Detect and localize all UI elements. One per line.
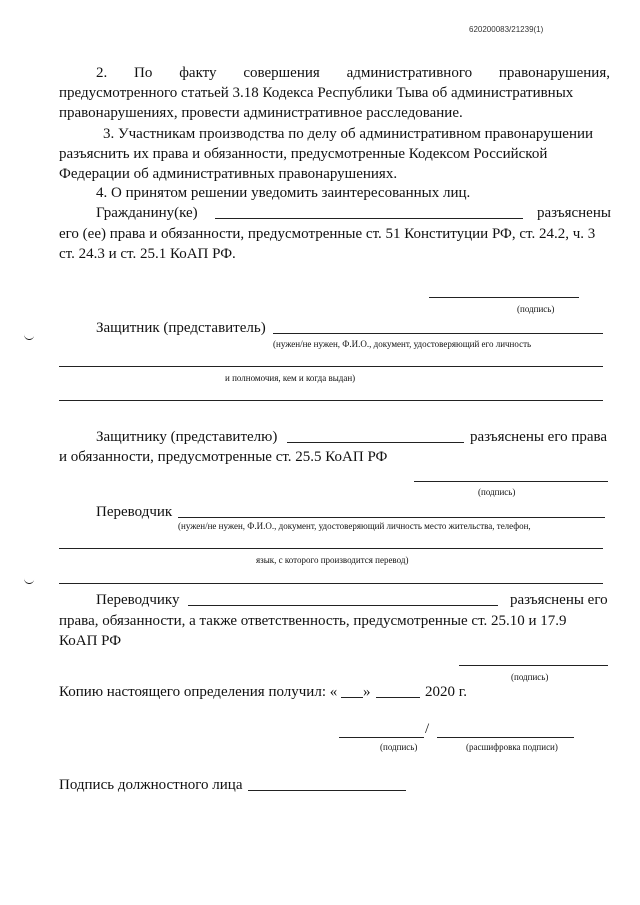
defender-rights-line-2: и обязанности, предусмотренные ст. 25.5 КоАП РФ bbox=[59, 449, 388, 465]
citizen-label: Гражданину(ке) bbox=[96, 205, 198, 221]
translator-signature-caption: (подпись) bbox=[511, 672, 549, 682]
defender-label: Защитник (представитель) bbox=[96, 320, 266, 336]
receiver-signature-line[interactable] bbox=[339, 737, 424, 738]
copy-month-line[interactable] bbox=[376, 697, 420, 698]
translator-rights-line[interactable] bbox=[188, 605, 498, 606]
receiver-decoding-caption: (расшифровка подписи) bbox=[466, 742, 558, 752]
translator-rights-line-2: права, обязанности, а также ответственность, предусмотренные ст. 25.10 и 17.9 bbox=[59, 613, 567, 629]
translator-signature-line[interactable] bbox=[459, 665, 608, 666]
word: административного bbox=[346, 65, 473, 81]
paragraph-3-line-1: 3. Участникам производства по делу об административном правонарушении bbox=[103, 126, 594, 142]
translator-line[interactable] bbox=[178, 517, 605, 518]
translator-rights-label: Переводчику bbox=[96, 592, 180, 608]
citizen-signature-caption: (подпись) bbox=[517, 304, 555, 314]
word: правонарушения, bbox=[498, 65, 610, 81]
translator-hint-2: язык, с которого производится перевод) bbox=[256, 555, 409, 565]
word: 2. bbox=[96, 65, 108, 81]
receiver-signature-caption: (подпись) bbox=[380, 742, 418, 752]
copy-year: 2020 г. bbox=[425, 684, 467, 700]
defender-line-2[interactable] bbox=[59, 366, 603, 367]
translator-hint-1: (нужен/не нужен, Ф.И.О., документ, удостоверяющий личность место жительства, телефон, bbox=[178, 521, 531, 531]
citizen-line-3: ст. 24.3 и ст. 25.1 КоАП РФ. bbox=[59, 246, 236, 262]
translator-line-2[interactable] bbox=[59, 548, 603, 549]
paragraph-3-line-3: Федерации об административных правонарушениях. bbox=[59, 166, 398, 182]
defender-signature-caption: (подпись) bbox=[478, 487, 516, 497]
translator-rights-tail: разъяснены его bbox=[510, 592, 608, 608]
official-signature-line[interactable] bbox=[248, 790, 406, 791]
copy-received-prefix: Копию настоящего определения получил: « bbox=[59, 684, 338, 700]
margin-mark bbox=[24, 332, 35, 340]
translator-rights-line-3: КоАП РФ bbox=[59, 633, 122, 649]
receiver-decoding-line[interactable] bbox=[437, 737, 574, 738]
paragraph-2-line-1 bbox=[96, 64, 610, 83]
official-signature-label: Подпись должностного лица bbox=[59, 777, 243, 793]
paragraph-2-line-2: предусмотренного статьей 3.18 Кодекса Республики Тыва об административных bbox=[59, 85, 574, 101]
defender-line[interactable] bbox=[273, 333, 603, 334]
defender-hint-2: и полномочия, кем и когда выдан) bbox=[225, 373, 356, 383]
translator-label: Переводчик bbox=[96, 504, 173, 520]
word: факту bbox=[179, 65, 217, 81]
document-number: 620200083/21239(1) bbox=[469, 25, 544, 34]
defender-rights-label: Защитнику (представителю) bbox=[96, 429, 278, 445]
defender-hint-1: (нужен/не нужен, Ф.И.О., документ, удостоверяющий его личность bbox=[273, 339, 532, 349]
copy-quote-close: » bbox=[363, 684, 371, 700]
defender-rights-tail: разъяснены его права bbox=[470, 429, 608, 445]
citizen-name-line[interactable] bbox=[215, 218, 523, 219]
defender-rights-line[interactable] bbox=[287, 442, 464, 443]
citizen-tail: разъяснены bbox=[537, 205, 611, 221]
word: По bbox=[134, 65, 153, 81]
copy-day-line[interactable] bbox=[341, 697, 363, 698]
paragraph-2-line-3: правонарушениях, провести административное расследование. bbox=[59, 105, 463, 121]
translator-line-3[interactable] bbox=[59, 583, 603, 584]
word: совершения bbox=[243, 65, 320, 81]
defender-signature-line[interactable] bbox=[414, 481, 608, 482]
margin-mark bbox=[24, 576, 35, 584]
citizen-line-2: его (ее) права и обязанности, предусмотренные ст. 51 Конституции РФ, ст. 24.2, ч. 3 bbox=[59, 226, 596, 242]
paragraph-3-line-2: разъяснить их права и обязанности, предусмотренные Кодексом Российской bbox=[59, 146, 548, 162]
paragraph-4: 4. О принятом решении уведомить заинтересованных лиц. bbox=[96, 185, 471, 201]
defender-line-3[interactable] bbox=[59, 400, 603, 401]
signature-slash: / bbox=[425, 721, 430, 737]
citizen-signature-line[interactable] bbox=[429, 297, 579, 298]
